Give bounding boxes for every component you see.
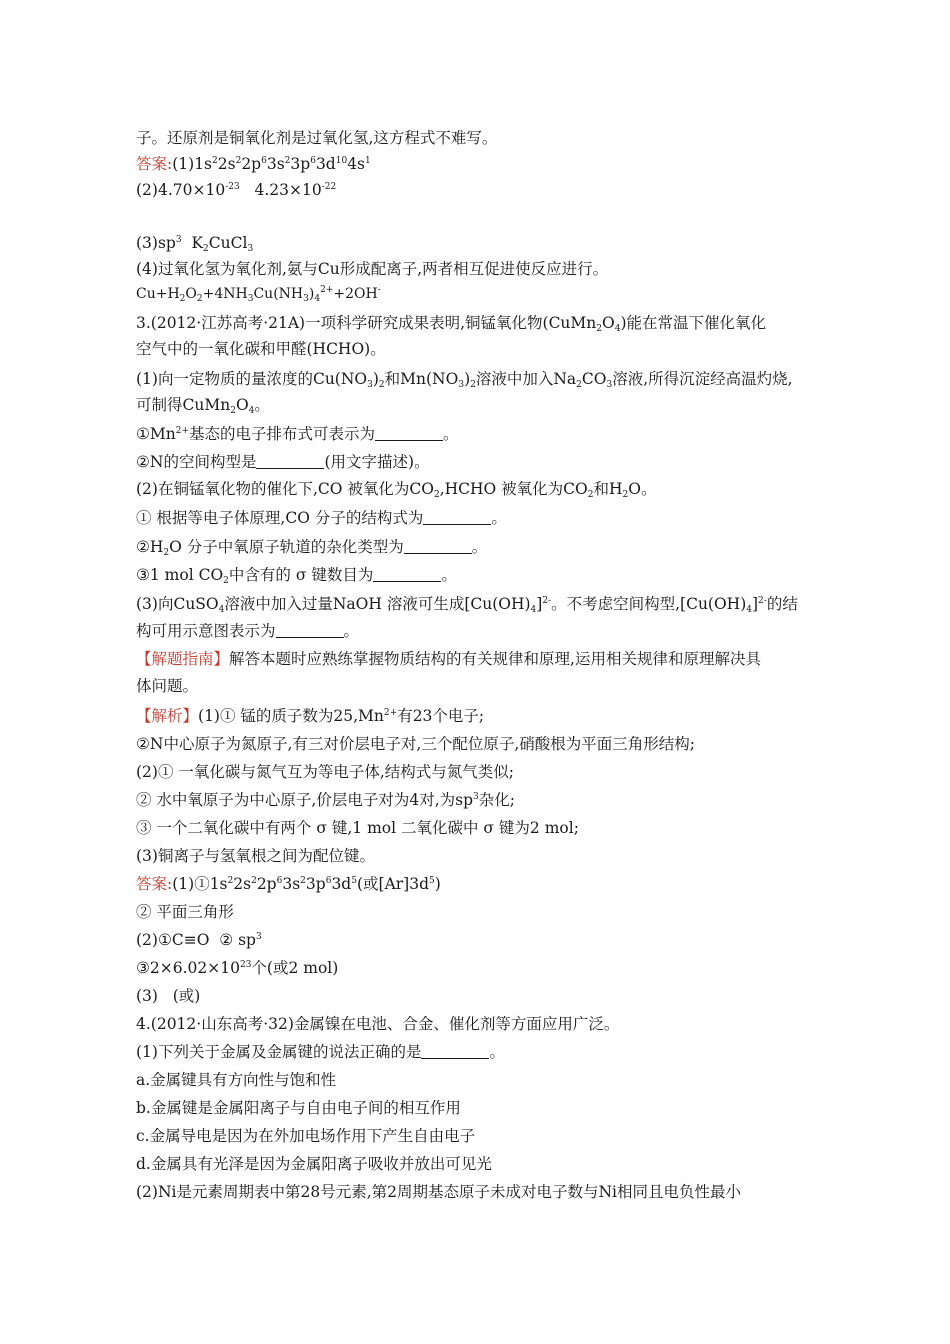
- analysis-line-5: ③ 一个二氧化碳中有两个 σ 键,1 mol 二氧化碳中 σ 键为2 mol;: [136, 819, 579, 837]
- answer-blank: [421, 1044, 489, 1059]
- answer-blank: [256, 454, 324, 469]
- q4-line-7: (2)Ni是元素周期表中第28号元素,第2周期基态原子未成对电子数与Ni相同且电负性最小: [136, 1183, 742, 1201]
- answer-label: 答案:: [136, 875, 173, 893]
- answer-blank: [404, 539, 472, 554]
- q3-line-8: ① 根据等电子体原理,CO 分子的结构式为 。: [136, 509, 507, 527]
- prev-answer-4: (4)过氧化氢为氧化剂,氨与Cu形成配离子,两者相互促进使反应进行。: [136, 260, 609, 278]
- guide-line-1: 【解题指南】解答本题时应熟练掌握物质结构的有关规律和原理,运用相关规律和原理解决具: [136, 650, 761, 668]
- q3-line-12: 构可用示意图表示为 。: [136, 622, 360, 640]
- q3-line-6: ②N的空间构型是 (用文字描述)。: [136, 453, 430, 471]
- q3-line-7: (2)在铜锰氧化物的催化下,CO 被氧化为$CO_2,HCHO$ 被氧化为$CO_2$和$H_2O$。: [136, 480, 657, 500]
- answer3-line-1: 答案$:(1)①1s^22s^22p^63s^23p^63d^5$(或$[Ar]3d^5$): [136, 875, 441, 893]
- q3-line-11: (3)向CuSO$_4$溶液中加入过量NaOH 溶液可生成$[Cu(OH)_4]^{2-}$。不考虑空间构型$,[Cu(OH)_4]^{2-}$的结: [136, 595, 798, 615]
- prev-answer-1: 答案$:(1)1s^22s^22p^63s^23p^63d^{10}4s^1$: [136, 155, 371, 173]
- q3-line-3: (1)向一定物质的量浓度的$Cu(NO_3)_2$和$Mn(NO_3)_2$溶液中加入$Na_2CO_3$溶液,所得沉淀经高温灼烧,: [136, 370, 793, 390]
- analysis-line-2: ②N中心原子为氮原子,有三对价层电子对,三个配位原子,硝酸根为平面三角形结构;: [136, 735, 695, 753]
- answer-blank: [375, 426, 443, 441]
- prev-explanation-tail: 子。还原剂是铜氧化剂是过氧化氢,这方程式不难写。: [136, 129, 498, 147]
- analysis-line-3: (2)① 一氧化碳与氮气互为等电子体,结构式与氮气类似;: [136, 763, 515, 781]
- q3-line-5: $①Mn^{2+}$基态的电子排布式可表示为 。: [136, 425, 459, 443]
- answer3-line-2: ② 平面三角形: [136, 903, 234, 921]
- q4-option-c: c.金属导电是因为在外加电场作用下产生自由电子: [136, 1127, 476, 1145]
- answer-blank: [373, 567, 441, 582]
- analysis-line-4: ② 水中氧原子为中心原子,价层电子对为4对,为$sp^3$杂化;: [136, 791, 515, 809]
- guide-label: 【解题指南】: [136, 650, 230, 668]
- q4-option-d: d.金属具有光泽是因为金属阳离子吸收并放出可见光: [136, 1155, 492, 1173]
- q4-option-b: b.金属键是金属阳离子与自由电子间的相互作用: [136, 1099, 461, 1117]
- prev-answer-3: $(3)sp^3$ $K_2CuCl_3$: [136, 234, 254, 254]
- analysis-label: 【解析】: [136, 707, 199, 725]
- q3-line-10: ③1 mol $CO_2$中含有的 σ 键数目为 。: [136, 566, 457, 586]
- q3-line-4: 可制得$CuMn_2O_4$。: [136, 396, 270, 416]
- answer-blank: [423, 510, 491, 525]
- guide-line-2: 体问题。: [136, 677, 199, 695]
- q4-option-a: a.金属键具有方向性与饱和性: [136, 1071, 337, 1089]
- prev-equation: $Cu+H_2O_2+4NH_3Cu(NH_3)_4^{2+}+2OH^-$: [136, 285, 381, 304]
- q3-line-1: 3.(2012·江苏高考·21A)一项科学研究成果表明,铜锰氧化物$(CuMn_2O_4)$能在常温下催化氧化: [136, 314, 767, 334]
- q4-line-1: 4.(2012·山东高考·32)金属镍在电池、合金、催化剂等方面应用广泛。: [136, 1015, 620, 1033]
- q3-line-2: 空气中的一氧化碳和甲醛(HCHO)。: [136, 340, 386, 358]
- prev-answer-2: $(2)4.70\times 10^{-23}$ $4.23\times 10^{-22}$: [136, 181, 337, 199]
- q4-line-2: (1)下列关于金属及金属键的说法正确的是 。: [136, 1043, 505, 1061]
- answer3-line-4: $③2\times 6.02\times 10^{23}$个(或2 mol): [136, 959, 339, 977]
- answer-blank: [276, 623, 344, 638]
- answer3-line-3: (2)①C≡O ② $sp^3$: [136, 931, 262, 949]
- q3-line-9: $②H_2O$ 分子中氧原子轨道的杂化类型为 。: [136, 538, 488, 558]
- analysis-line-1: 【解析】(1)① 锰的质子数为$25,Mn^{2+}$有23个电子;: [136, 707, 485, 725]
- answer3-line-5: (3) (或): [136, 987, 201, 1005]
- answer-label: 答案:: [136, 155, 173, 173]
- analysis-line-6: (3)铜离子与氢氧根之间为配位键。: [136, 847, 375, 865]
